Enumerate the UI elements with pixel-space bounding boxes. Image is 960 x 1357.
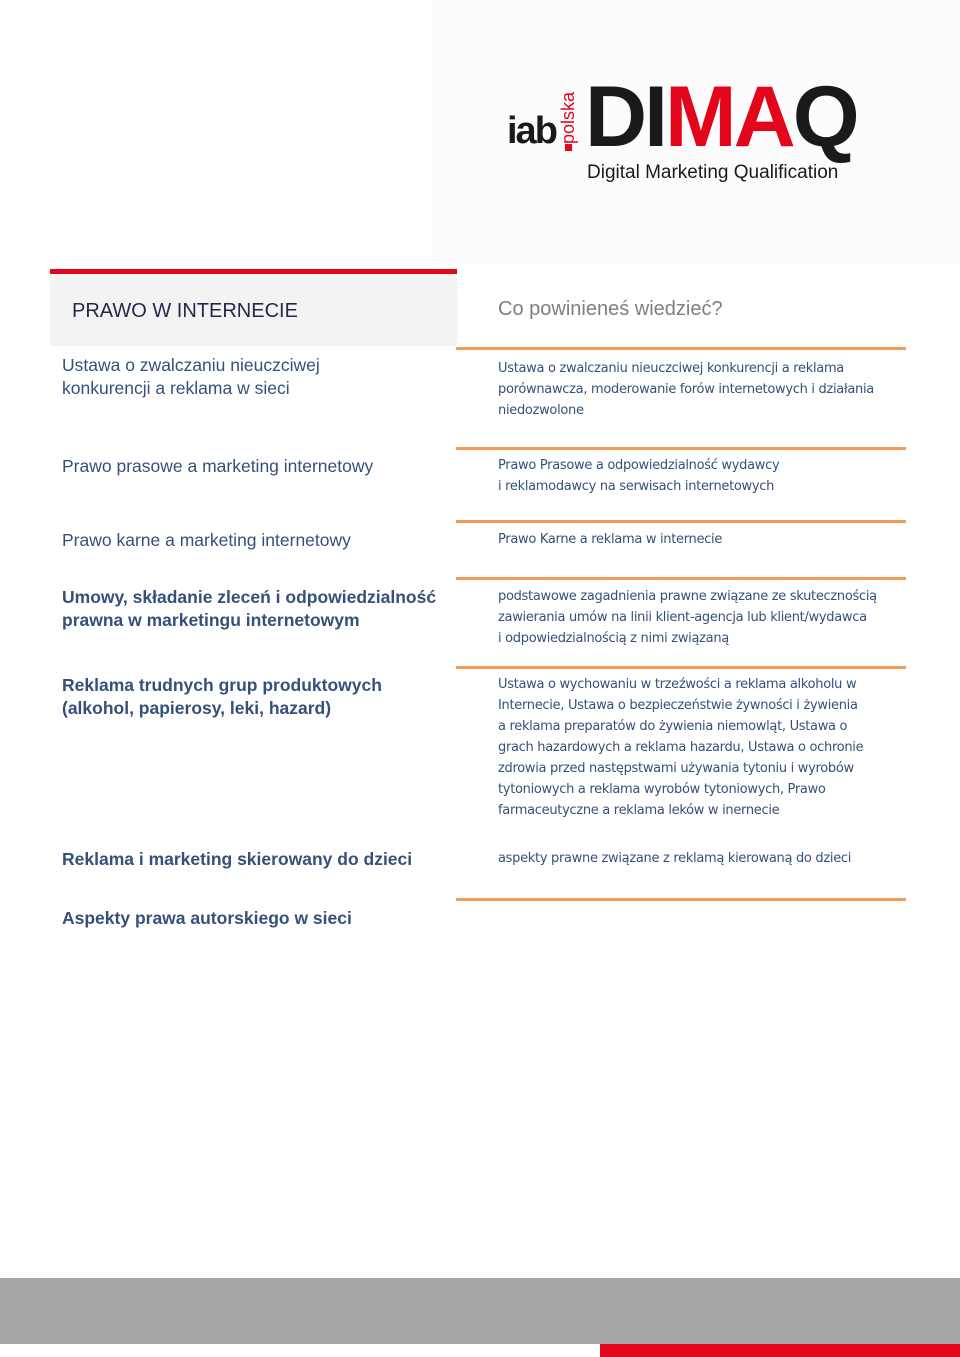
topic-line: Reklama trudnych grup produktowych [62,675,382,695]
logo-dot [565,144,572,151]
row-divider [456,447,906,450]
topic-criminal-law [62,529,462,552]
topic-children-marketing [62,848,462,871]
logo-iab-text: iab [507,110,556,152]
logo-dimaq-q: Q [792,69,857,165]
row-divider [456,520,906,523]
row-divider [456,577,906,580]
topic-contracts [62,586,462,632]
topic-line: Prawo prasowe a marketing internetowy [62,456,374,476]
details-line: zawierania umów na linii klient-agencja lub klient/wydawca [498,610,867,625]
details-line: zdrowia przed następstwami używania tytoniu i wyrobów [498,761,854,776]
logo-dimaq-wordmark [585,69,857,165]
footer-bar [0,1278,960,1344]
details-line: farmaceutyczne a reklama leków w inernecie [498,803,780,818]
details-line: a reklama preparatów do żywienia niemowląt, Ustawa o [498,719,848,734]
details-line: Internecie, Ustawa o bezpieczeństwie żywności i żywienia [498,698,858,713]
details-line: tytoniowych a reklama wyrobów tytoniowych, Prawo [498,782,826,797]
topic-line: Umowy, składanie zleceń i odpowiedzialność [62,587,437,607]
topic-copyright [62,907,462,930]
topic-line: (alkohol, papierosy, leki, hazard) [62,698,332,718]
details-press-law [498,455,918,497]
topic-line: Reklama i marketing skierowany do dzieci [62,849,413,869]
row-divider [456,666,906,669]
details-line: i reklamodawcy na serwisach internetowych [498,479,775,494]
details-difficult-products [498,674,918,821]
iab-dimaq-logo [505,69,885,187]
details-line: Prawo Prasowe a odpowiedzialność wydawcy [498,458,780,473]
details-children-marketing [498,848,918,869]
topic-difficult-products [62,674,462,720]
details-line: aspekty prawne związane z reklamą kierowaną do dzieci [498,851,852,866]
details-line: Ustawa o wychowaniu w trzeźwości a reklama alkoholu w [498,677,857,692]
details-criminal-law [498,529,918,550]
details-contracts [498,586,918,649]
logo-polska-text: polska [558,91,578,144]
topic-line: Ustawa o zwalczaniu nieuczciwej [62,355,320,375]
logo-dimaq-di: DI [585,69,665,165]
page-title: PRAWO W INTERNECIE [72,300,298,322]
details-line: porównawcza, moderowanie forów internetowych i działania [498,382,874,397]
details-line: i odpowiedzialnością z nimi związaną [498,631,729,646]
details-line: niedozwolone [498,403,584,418]
details-line: Ustawa o zwalczaniu nieuczciwej konkurencji a reklama [498,361,844,376]
topic-press-law [62,455,462,478]
logo-dimaq-ma: MA [665,69,793,165]
row-divider [456,347,906,350]
topic-line: prawna w marketingu internetowym [62,610,360,630]
footer-accent-bar [600,1344,960,1357]
topic-line: Aspekty prawa autorskiego w sieci [62,908,352,928]
details-unfair-competition [498,358,918,421]
details-line: grach hazardowych a reklama hazardu, Ustawa o ochronie [498,740,864,755]
topic-unfair-competition [62,354,462,400]
logo-tagline: Digital Marketing Qualification [587,162,839,183]
topic-line: konkurencji a reklama w sieci [62,378,290,398]
details-line: Prawo Karne a reklama w internecie [498,532,723,547]
page-subtitle: Co powinieneś wiedzieć? [498,298,723,320]
topic-line: Prawo karne a marketing internetowy [62,530,351,550]
details-line: podstawowe zagadnienia prawne związane ze skutecznością [498,589,877,604]
row-divider [456,898,906,901]
